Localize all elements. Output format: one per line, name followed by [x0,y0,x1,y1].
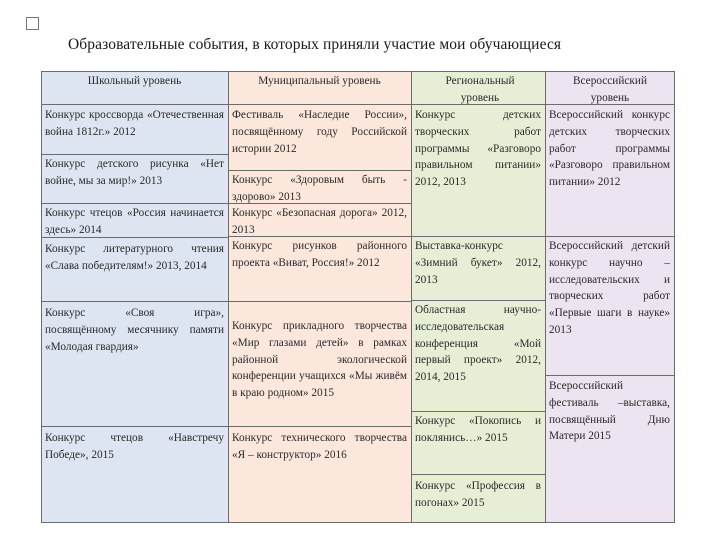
school-event: Конкурс чтецов «Россия начинается здесь» 2014 [45,207,224,236]
municipal-event: Конкурс «Здоровым быть - здорово» 2013 [232,174,407,203]
table-border-right [674,71,675,523]
row-divider [41,426,228,427]
regional-event: Выставка-конкурс «Зимний букет» 2012, 2013 [415,240,541,286]
row-divider [41,301,228,302]
row-divider [228,301,411,302]
header-school: Школьный уровень [87,75,182,87]
column-divider [545,71,546,523]
regional-event: Конкурс детских творческих работ программы «Разговоро правильном питании» 2012, 2013 [415,109,541,189]
table-border-top [41,71,675,72]
municipal-event: Конкурс рисунков районного проекта «Виват, Россия!» 2012 [232,240,407,269]
row-divider [228,426,411,427]
allrussia-event: Всероссийский детский конкурс научно – исследовательских и творческих работ «Первые шаги в науке» 2013 [549,240,670,336]
column-divider [228,71,229,523]
school-event: Конкурс чтецов «Навстречу Победе», 2015 [45,432,224,461]
municipal-event: Фестиваль «Наследие России», посвящённому году Российской истории 2012 [232,109,407,155]
allrussia-event: Всероссийский конкурс детских творческих работ программы «Разговоро правильном питании» 2012 [549,109,670,189]
row-divider [41,203,228,204]
school-event: Конкурс литературного чтения «Слава победителям!» 2013, 2014 [45,243,224,272]
regional-event: Областная научно-исследовательская конференция «Мой первый проект» 2012, 2014, 2015 [415,304,541,384]
municipal-event: Конкурс технического творчества «Я – конструктор» 2016 [232,432,407,461]
page-title: Образовательные события, в которых приняли участие мои обучающиеся [68,36,562,53]
school-event: Конкурс «Своя игра», посвящённому месячнику памяти «Молодая гвардия» [45,307,224,353]
row-divider [228,236,411,237]
allrussia-event: Всероссийский фестиваль –выставка, посвящённый Дню Матери 2015 [549,380,670,443]
regional-event: Конкурс «Покопись и поклянись…» 2015 [415,415,541,444]
row-divider [411,300,545,301]
slide-bullet-box [26,17,39,30]
header-municipal: Муниципальный уровень [258,75,381,87]
header-divider [41,104,675,105]
table-border-left [41,71,42,523]
row-divider [41,237,228,238]
row-divider [411,411,545,412]
row-divider [545,236,674,237]
school-event: Конкурс кроссворда «Отечественная война 1812г.» 2012 [45,109,224,138]
column-divider [411,71,412,523]
row-divider [228,203,411,204]
row-divider [41,154,228,155]
row-divider [411,236,545,237]
regional-event: Конкурс «Профессия в погонах» 2015 [415,480,541,509]
row-divider [545,375,674,376]
municipal-event: Конкурс «Безопасная дорога» 2012, 2013 [232,207,407,236]
table-border-bottom [41,522,675,523]
header-allrussia: Всероссийский уровень [573,75,647,104]
municipal-event: Конкурс прикладного творчества «Мир глазами детей» в рамках районной экологической конференции учащихся «Мы живём в краю родном» 2015 [232,320,407,400]
school-event: Конкурс детского рисунка «Нет войне, мы за мир!» 2013 [45,158,224,187]
row-divider [228,170,411,171]
row-divider [411,474,545,475]
header-regional: Региональный уровень [445,75,515,104]
